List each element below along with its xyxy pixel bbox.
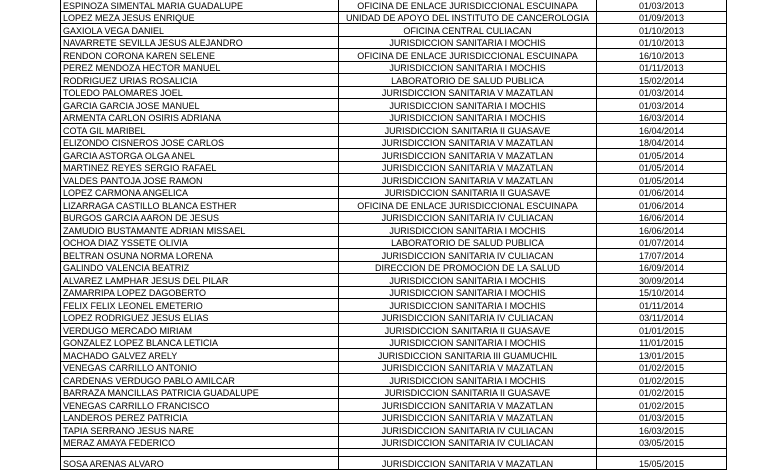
table-row xyxy=(61,457,727,470)
personnel-table-body xyxy=(61,0,727,469)
start-date-cell: 01/05/2014 xyxy=(597,174,727,187)
work-unit-cell: JURISDICCION SANITARIA IV CULIACAN xyxy=(339,424,597,437)
start-date-cell: 15/10/2014 xyxy=(597,286,727,299)
start-date-cell: 01/02/2015 xyxy=(597,399,727,412)
employee-name-cell: LANDEROS PEREZ PATRICIA xyxy=(61,411,339,424)
start-date-cell: 01/05/2014 xyxy=(597,161,727,174)
start-date-cell: 01/10/2013 xyxy=(597,36,727,49)
table-row xyxy=(61,274,727,287)
work-unit-cell: JURISDICCION SANITARIA V MAZATLAN xyxy=(339,174,597,187)
employee-name-cell: SOSA ARENAS ALVARO xyxy=(61,457,339,470)
employee-name-cell: BURGOS GARCIA AARON DE JESUS xyxy=(61,211,339,224)
table-row xyxy=(61,174,727,187)
table-row xyxy=(61,211,727,224)
work-unit-cell: JURISDICCION SANITARIA IV CULIACAN xyxy=(339,311,597,324)
employee-name-cell: CARDENAS VERDUGO PABLO AMILCAR xyxy=(61,374,339,387)
employee-name-cell: ZAMUDIO BUSTAMANTE ADRIAN MISSAEL xyxy=(61,224,339,237)
gap-cell xyxy=(339,449,597,457)
table-row xyxy=(61,236,727,249)
table-row xyxy=(61,261,727,274)
table-row xyxy=(61,286,727,299)
table-row xyxy=(61,374,727,387)
employee-name-cell: RODRIGUEZ URIAS ROSALICIA xyxy=(61,74,339,87)
work-unit-cell: JURISDICCION SANITARIA I MOCHIS xyxy=(339,61,597,74)
work-unit-cell: JURISDICCION SANITARIA I MOCHIS xyxy=(339,274,597,287)
start-date-cell: 30/09/2014 xyxy=(597,274,727,287)
table-row xyxy=(61,424,727,437)
employee-name-cell: RENDON CORONA KAREN SELENE xyxy=(61,49,339,62)
table-row xyxy=(61,199,727,212)
employee-name-cell: MACHADO GALVEZ ARELY xyxy=(61,349,339,362)
employee-name-cell: GAXIOLA VEGA DANIEL xyxy=(61,24,339,37)
employee-name-cell: TAPIA SERRANO JESUS NARE xyxy=(61,424,339,437)
employee-name-cell: VERDUGO MERCADO MIRIAM xyxy=(61,324,339,337)
work-unit-cell: JURISDICCION SANITARIA V MAZATLAN xyxy=(339,361,597,374)
table-row xyxy=(61,36,727,49)
work-unit-cell: JURISDICCION SANITARIA II GUASAVE xyxy=(339,124,597,137)
work-unit-cell: JURISDICCION SANITARIA V MAZATLAN xyxy=(339,86,597,99)
work-unit-cell: UNIDAD DE APOYO DEL INSTITUTO DE CANCEROLOGIA xyxy=(339,11,597,24)
table-row xyxy=(61,161,727,174)
start-date-cell: 03/05/2015 xyxy=(597,436,727,449)
table-row xyxy=(61,24,727,37)
start-date-cell: 01/02/2015 xyxy=(597,374,727,387)
employee-name-cell: LOPEZ RODRIGUEZ JESUS ELIAS xyxy=(61,311,339,324)
start-date-cell: 16/03/2015 xyxy=(597,424,727,437)
work-unit-cell: OFICINA DE ENLACE JURISDICCIONAL ESCUINAPA xyxy=(339,49,597,62)
work-unit-cell: LABORATORIO DE SALUD PUBLICA xyxy=(339,74,597,87)
table-row xyxy=(61,124,727,137)
work-unit-cell: JURISDICCION SANITARIA I MOCHIS xyxy=(339,336,597,349)
employee-name-cell: VALDES PANTOJA JOSE RAMON xyxy=(61,174,339,187)
table-row xyxy=(61,299,727,312)
work-unit-cell: JURISDICCION SANITARIA V MAZATLAN xyxy=(339,457,597,470)
employee-name-cell: GARCIA ASTORGA OLGA ANEL xyxy=(61,149,339,162)
employee-name-cell: OCHOA DIAZ YSSETE OLIVIA xyxy=(61,236,339,249)
start-date-cell: 01/03/2014 xyxy=(597,99,727,112)
table-row xyxy=(61,361,727,374)
employee-name-cell: LOPEZ CARMONA ANGELICA xyxy=(61,186,339,199)
employee-name-cell: LOPEZ MEZA JESUS ENRIQUE xyxy=(61,11,339,24)
employee-name-cell: PEREZ MENDOZA HECTOR MANUEL xyxy=(61,61,339,74)
start-date-cell: 15/02/2014 xyxy=(597,74,727,87)
employee-name-cell: ELIZONDO CISNEROS JOSE CARLOS xyxy=(61,136,339,149)
start-date-cell: 18/04/2014 xyxy=(597,136,727,149)
work-unit-cell: JURISDICCION SANITARIA V MAZATLAN xyxy=(339,411,597,424)
table-row xyxy=(61,386,727,399)
table-row xyxy=(61,411,727,424)
start-date-cell: 11/01/2015 xyxy=(597,336,727,349)
employee-name-cell: ALVAREZ LAMPHAR JESUS DEL PILAR xyxy=(61,274,339,287)
work-unit-cell: JURISDICCION SANITARIA II GUASAVE xyxy=(339,324,597,337)
work-unit-cell: JURISDICCION SANITARIA V MAZATLAN xyxy=(339,149,597,162)
table-row xyxy=(61,349,727,362)
employee-name-cell: ARMENTA CARLON OSIRIS ADRIANA xyxy=(61,111,339,124)
personnel-table xyxy=(60,0,727,470)
start-date-cell: 01/01/2015 xyxy=(597,324,727,337)
work-unit-cell: JURISDICCION SANITARIA II GUASAVE xyxy=(339,186,597,199)
start-date-cell: 15/05/2015 xyxy=(597,457,727,470)
work-unit-cell: JURISDICCION SANITARIA IV CULIACAN xyxy=(339,249,597,262)
table-row xyxy=(61,136,727,149)
start-date-cell: 16/06/2014 xyxy=(597,211,727,224)
employee-name-cell: TOLEDO PALOMARES JOEL xyxy=(61,86,339,99)
employee-name-cell: GARCIA GARCIA JOSE MANUEL xyxy=(61,99,339,112)
work-unit-cell: JURISDICCION SANITARIA I MOCHIS xyxy=(339,36,597,49)
table-row xyxy=(61,399,727,412)
start-date-cell: 01/05/2014 xyxy=(597,149,727,162)
table-row xyxy=(61,311,727,324)
table-row xyxy=(61,111,727,124)
work-unit-cell: DIRECCION DE PROMOCION DE LA SALUD xyxy=(339,261,597,274)
work-unit-cell: JURISDICCION SANITARIA IV CULIACAN xyxy=(339,211,597,224)
work-unit-cell: JURISDICCION SANITARIA I MOCHIS xyxy=(339,99,597,112)
table-row xyxy=(61,149,727,162)
start-date-cell: 01/11/2013 xyxy=(597,61,727,74)
start-date-cell: 01/10/2013 xyxy=(597,24,727,37)
employee-name-cell: BELTRAN OSUNA NORMA LORENA xyxy=(61,249,339,262)
table-row xyxy=(61,224,727,237)
employee-name-cell: ZAMARRIPA LOPEZ DAGOBERTO xyxy=(61,286,339,299)
table-row xyxy=(61,336,727,349)
employee-name-cell: BARRAZA MANCILLAS PATRICIA GUADALUPE xyxy=(61,386,339,399)
employee-name-cell: GONZALEZ LOPEZ BLANCA LETICIA xyxy=(61,336,339,349)
start-date-cell: 01/03/2015 xyxy=(597,411,727,424)
start-date-cell: 17/07/2014 xyxy=(597,249,727,262)
employee-name-cell: MARTINEZ REYES SERGIO RAFAEL xyxy=(61,161,339,174)
table-row xyxy=(61,436,727,449)
start-date-cell: 01/06/2014 xyxy=(597,186,727,199)
employee-name-cell: GALINDO VALENCIA BEATRIZ xyxy=(61,261,339,274)
start-date-cell: 01/03/2014 xyxy=(597,86,727,99)
employee-name-cell: VENEGAS CARRILLO ANTONIO xyxy=(61,361,339,374)
table-row xyxy=(61,0,727,11)
table-row xyxy=(61,74,727,87)
employee-name-cell: FELIX FELIX LEONEL EMETERIO xyxy=(61,299,339,312)
start-date-cell: 16/10/2013 xyxy=(597,49,727,62)
work-unit-cell: JURISDICCION SANITARIA II GUASAVE xyxy=(339,386,597,399)
table-row xyxy=(61,99,727,112)
gap-cell xyxy=(61,449,339,457)
start-date-cell: 16/06/2014 xyxy=(597,224,727,237)
table-row-gap xyxy=(61,449,727,457)
start-date-cell: 16/04/2014 xyxy=(597,124,727,137)
start-date-cell: 01/07/2014 xyxy=(597,236,727,249)
work-unit-cell: JURISDICCION SANITARIA III GUAMUCHIL xyxy=(339,349,597,362)
work-unit-cell: OFICINA DE ENLACE JURISDICCIONAL ESCUINAPA xyxy=(339,199,597,212)
table-row xyxy=(61,249,727,262)
employee-name-cell: MERAZ AMAYA FEDERICO xyxy=(61,436,339,449)
table-row xyxy=(61,49,727,62)
employee-name-cell: LIZARRAGA CASTILLO BLANCA ESTHER xyxy=(61,199,339,212)
work-unit-cell: JURISDICCION SANITARIA V MAZATLAN xyxy=(339,399,597,412)
work-unit-cell: JURISDICCION SANITARIA I MOCHIS xyxy=(339,374,597,387)
employee-name-cell: NAVARRETE SEVILLA JESUS ALEJANDRO xyxy=(61,36,339,49)
work-unit-cell: JURISDICCION SANITARIA IV CULIACAN xyxy=(339,436,597,449)
start-date-cell: 01/06/2014 xyxy=(597,199,727,212)
work-unit-cell: OFICINA DE ENLACE JURISDICCIONAL ESCUINAPA xyxy=(339,0,597,11)
work-unit-cell: JURISDICCION SANITARIA I MOCHIS xyxy=(339,299,597,312)
employee-name-cell: COTA GIL MARIBEL xyxy=(61,124,339,137)
work-unit-cell: JURISDICCION SANITARIA I MOCHIS xyxy=(339,286,597,299)
table-row xyxy=(61,186,727,199)
start-date-cell: 01/09/2013 xyxy=(597,11,727,24)
start-date-cell: 16/03/2014 xyxy=(597,111,727,124)
employee-name-cell: VENEGAS CARRILLO FRANCISCO xyxy=(61,399,339,412)
work-unit-cell: JURISDICCION SANITARIA I MOCHIS xyxy=(339,111,597,124)
start-date-cell: 13/01/2015 xyxy=(597,349,727,362)
start-date-cell: 01/02/2015 xyxy=(597,361,727,374)
start-date-cell: 01/02/2015 xyxy=(597,386,727,399)
start-date-cell: 01/11/2014 xyxy=(597,299,727,312)
work-unit-cell: LABORATORIO DE SALUD PUBLICA xyxy=(339,236,597,249)
work-unit-cell: JURISDICCION SANITARIA V MAZATLAN xyxy=(339,161,597,174)
gap-cell xyxy=(597,449,727,457)
table-row xyxy=(61,86,727,99)
start-date-cell: 01/03/2013 xyxy=(597,0,727,11)
work-unit-cell: JURISDICCION SANITARIA V MAZATLAN xyxy=(339,136,597,149)
table-row xyxy=(61,324,727,337)
work-unit-cell: JURISDICCION SANITARIA I MOCHIS xyxy=(339,224,597,237)
work-unit-cell: OFICINA CENTRAL CULIACAN xyxy=(339,24,597,37)
start-date-cell: 16/09/2014 xyxy=(597,261,727,274)
table-row xyxy=(61,61,727,74)
start-date-cell: 03/11/2014 xyxy=(597,311,727,324)
table-row xyxy=(61,11,727,24)
employee-name-cell: ESPINOZA SIMENTAL MARIA GUADALUPE xyxy=(61,0,339,11)
